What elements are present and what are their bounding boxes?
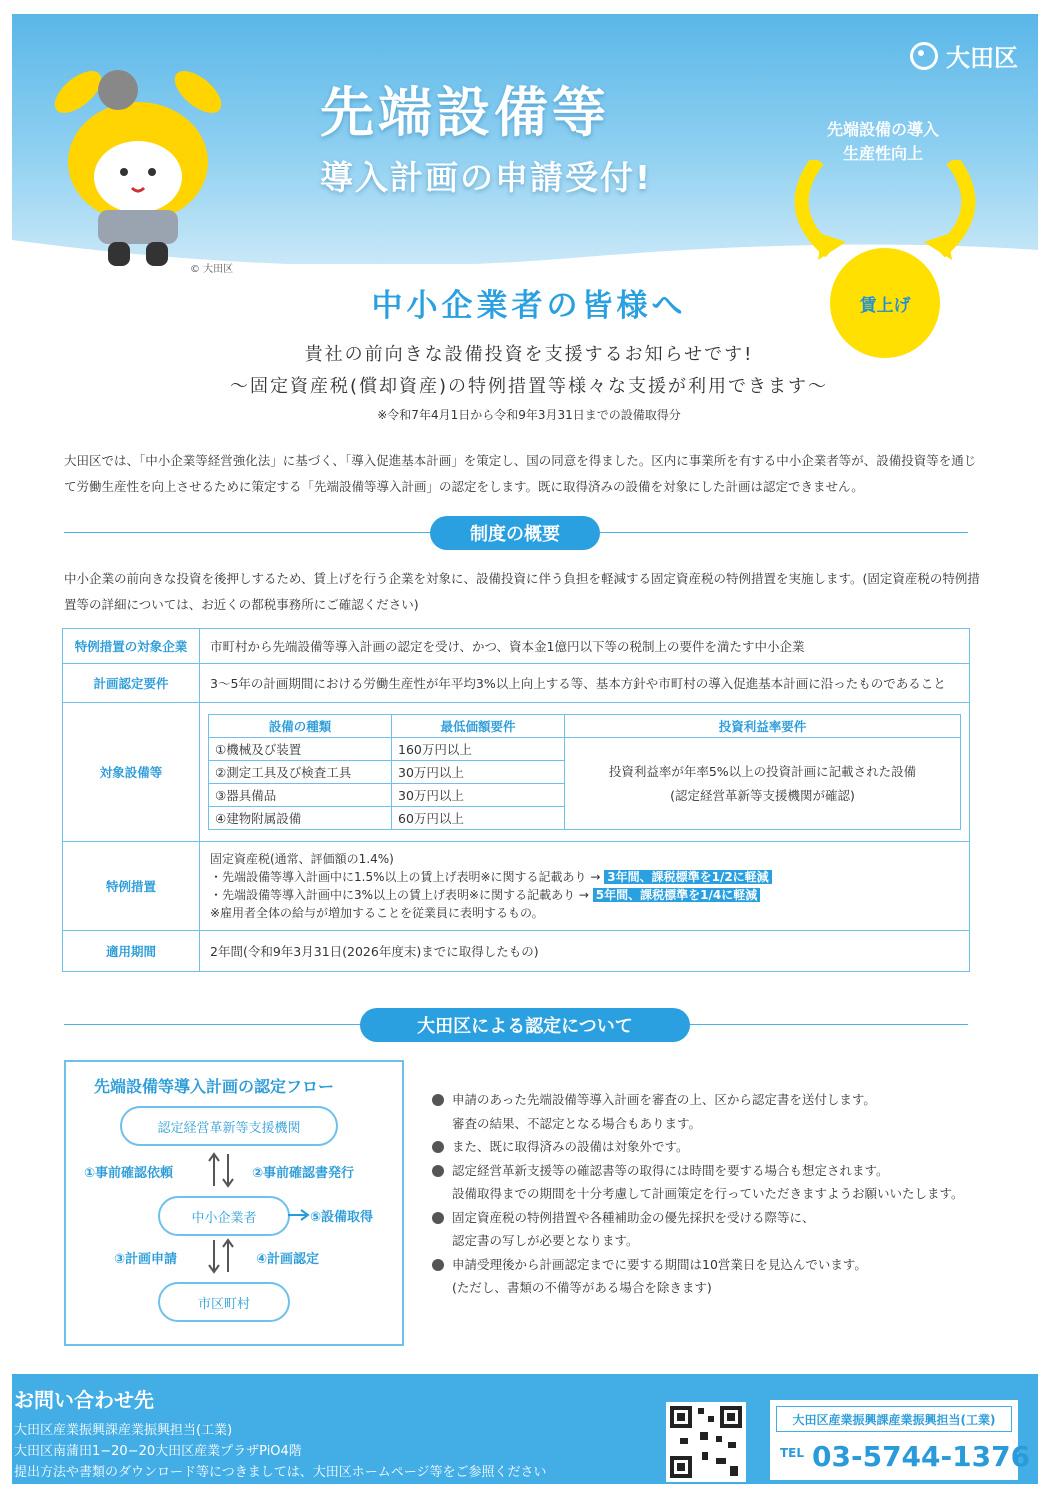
table-row bbox=[63, 703, 969, 842]
ota-emblem-icon bbox=[910, 42, 938, 70]
mascot-illustration bbox=[48, 52, 228, 272]
intro-note: ※令和7年4月1日から令和9年3月31日までの設備取得分 bbox=[377, 408, 681, 422]
footer-line: 大田区産業振興課産業振興担当(工業) bbox=[14, 1423, 233, 1438]
row-header: 対象設備等 bbox=[63, 703, 200, 841]
table-row bbox=[209, 715, 961, 738]
table-cell: ②測定工具及び検査工具 bbox=[209, 761, 392, 784]
measure-text: ・先端設備等導入計画中に1.5%以上の賃上げ表明※に関する記載あり → bbox=[210, 870, 601, 884]
row-content: 市町村から先端設備等導入計画の認定を受け、かつ、資本金1億円以下等の税制上の要件を満たす中小企業 bbox=[210, 639, 805, 654]
column-header: 設備の種類 bbox=[209, 715, 392, 738]
footer-line: 大田区南蒲田1−20−20大田区産業プラザPiO4階 bbox=[14, 1444, 302, 1459]
flow-node-support-agency bbox=[120, 1106, 338, 1146]
cycle-line-1: 先端設備の導入 bbox=[826, 120, 939, 139]
table-cell: ③器具備品 bbox=[209, 784, 392, 807]
note-line: 固定資産税の特例措置や各種補助金の優先採択を受ける際等に、 bbox=[452, 1209, 815, 1225]
measure-line: 固定資産税(通常、評価額の1.4%) bbox=[210, 852, 394, 866]
table-row bbox=[63, 931, 969, 971]
note-line: 認定経営革新支援等の確認書等の取得には時間を要する場合も想定されます。 bbox=[452, 1162, 889, 1178]
table-row bbox=[63, 629, 969, 664]
ota-city-logo bbox=[910, 38, 1018, 73]
table-cell: 160万円以上 bbox=[392, 738, 565, 761]
bullet-icon bbox=[432, 1094, 444, 1106]
table-cell: 30万円以上 bbox=[392, 784, 565, 807]
logo-text: 大田区 bbox=[946, 44, 1018, 72]
table-row bbox=[63, 664, 969, 703]
section-title-overview bbox=[430, 516, 600, 550]
table-cell: ④建物附属設備 bbox=[209, 807, 392, 830]
tel-box-title: 大田区産業振興課産業振興担当(工業) bbox=[776, 1406, 1012, 1432]
list-item bbox=[432, 1253, 992, 1300]
footer-title: お問い合わせ先 bbox=[14, 1388, 154, 1412]
bullet-icon bbox=[432, 1141, 444, 1153]
footer-line[interactable]: 提出方法や書類のダウンロード等につきましては、大田区ホームページ等をご参照ください bbox=[14, 1465, 547, 1480]
table-row bbox=[209, 738, 961, 761]
measure-note: ※雇用者全体の給与が増加することを従業員に表明するもの。 bbox=[210, 906, 544, 920]
section-title-text: 大田区による認定について bbox=[417, 1016, 633, 1037]
note-line: 申請のあった先端設備等導入計画を審査の上、区から認定書を送付します。 bbox=[452, 1092, 876, 1107]
main-title: 先端設備等 bbox=[320, 81, 610, 144]
row-header: 適用期間 bbox=[63, 931, 200, 971]
table-cell: 60万円以上 bbox=[392, 807, 565, 830]
table-cell: 30万円以上 bbox=[392, 761, 565, 784]
qr-code-icon[interactable] bbox=[666, 1402, 746, 1482]
overview-body: 中小企業の前向きな投資を後押しするため、賃上げを行う企業を対象に、設備投資に伴う負担を軽減する固定資産税の特例措置を実施します。(固定資産税の特例措置等の詳細については、お近くの都税事務所にご確認ください) bbox=[64, 571, 980, 612]
flow-step-1: ①事前確認依頼 bbox=[84, 1166, 174, 1181]
overview-table bbox=[62, 628, 970, 972]
table-row bbox=[63, 842, 969, 931]
intro-subheading-2: 〜固定資産税(償却資産)の特例措置等様々な支援が利用できます〜 bbox=[229, 376, 829, 397]
copyright-text: © 大田区 bbox=[190, 264, 234, 275]
certification-notes bbox=[432, 1088, 992, 1300]
roi-line-2: (認定経営革新等支援機関が確認) bbox=[670, 787, 855, 803]
row-content bbox=[200, 842, 969, 930]
up-down-arrows-icon bbox=[206, 1238, 236, 1274]
up-down-arrows-icon bbox=[206, 1152, 236, 1188]
row-content: 2年間(令和9年3月31日(2026年度末)までに取得したもの) bbox=[210, 944, 539, 959]
right-arrow-icon bbox=[288, 1208, 310, 1222]
column-header: 最低価額要件 bbox=[392, 715, 565, 738]
list-item bbox=[432, 1088, 992, 1135]
measure-line bbox=[210, 868, 959, 886]
list-item bbox=[432, 1159, 992, 1206]
note-line: 審査の結果、不認定となる場合もあります。 bbox=[452, 1115, 702, 1131]
list-item bbox=[432, 1206, 992, 1253]
roi-cell bbox=[565, 738, 961, 830]
list-item bbox=[432, 1135, 992, 1159]
wage-label: 賃上げ bbox=[859, 295, 911, 316]
cycle-text bbox=[798, 118, 968, 166]
footer-address bbox=[14, 1420, 546, 1483]
roi-line-1: 投資利益率が年率5%以上の投資計画に記載された設備 bbox=[608, 763, 917, 779]
measure-text: ・先端設備等導入計画中に3%以上の賃上げ表明※に関する記載あり → bbox=[210, 888, 589, 902]
measure-line bbox=[210, 886, 959, 904]
row-header: 特例措置 bbox=[63, 842, 200, 930]
tel-number[interactable]: 03-5744-1376 bbox=[812, 1440, 1031, 1473]
equipment-table bbox=[208, 714, 961, 830]
row-header: 特例措置の対象企業 bbox=[63, 629, 200, 663]
row-content: 3〜5年の計画期間における労働生産性が年平均3%以上向上する等、基本方針や市町村の導入促進基本計画に沿ったものであること bbox=[210, 676, 946, 691]
note-line: 設備取得までの期間を十分考慮して計画策定を行っていただきますようお願いいたします。 bbox=[452, 1186, 964, 1201]
column-header: 投資利益率要件 bbox=[565, 715, 961, 738]
section-title-text: 制度の概要 bbox=[470, 524, 560, 545]
bullet-icon bbox=[432, 1165, 444, 1177]
tel-label: TEL bbox=[780, 1446, 805, 1460]
note-line: また、既に取得済みの設備は対象外です。 bbox=[452, 1139, 689, 1154]
section-title-certification bbox=[360, 1008, 690, 1042]
intro-heading: 中小企業者の皆様へ bbox=[371, 288, 687, 324]
cycle-line-2: 生産性向上 bbox=[842, 144, 923, 163]
main-subtitle: 導入計画の申請受付! bbox=[320, 158, 653, 197]
flow-step-4: ④計画認定 bbox=[256, 1252, 320, 1267]
measure-highlight: 5年間、課税標準を1/4に軽減 bbox=[593, 888, 760, 902]
flow-step-5: ⑤設備取得 bbox=[310, 1210, 374, 1225]
bullet-icon bbox=[432, 1212, 444, 1224]
intro-body: 大田区では、「中小企業等経営強化法」に基づく、「導入促進基本計画」を策定し、国の同意を得ました。区内に事業所を有する中小企業者等が、設備投資等を通じて労働生産性を向上させるために策定する「先端設備等導入計画」の認定をします。既に取得済みの設備を対象にした計画は認定できません。 bbox=[64, 453, 977, 494]
bullet-icon bbox=[432, 1259, 444, 1271]
flow-node-municipality bbox=[158, 1282, 290, 1322]
flow-node-sme bbox=[158, 1196, 290, 1236]
node-label: 中小企業者 bbox=[191, 1210, 257, 1226]
node-label: 市区町村 bbox=[197, 1296, 250, 1312]
measure-highlight: 3年間、課税標準を1/2に軽減 bbox=[604, 870, 771, 884]
flow-step-2: ②事前確認書発行 bbox=[252, 1166, 355, 1181]
note-line: 認定書の写しが必要となります。 bbox=[452, 1233, 639, 1248]
table-cell: ①機械及び装置 bbox=[209, 738, 392, 761]
flow-step-3: ③計画申請 bbox=[114, 1252, 178, 1267]
row-content bbox=[200, 703, 969, 841]
flow-title: 先端設備等導入計画の認定フロー bbox=[94, 1077, 335, 1096]
node-label: 認定経営革新等支援機関 bbox=[157, 1120, 301, 1136]
intro-subheading-1: 貴社の前向きな設備投資を支援するお知らせです! bbox=[304, 344, 754, 365]
row-header: 計画認定要件 bbox=[63, 664, 200, 702]
note-line: (ただし、書類の不備等がある場合を除きます) bbox=[452, 1280, 712, 1295]
note-line: 申請受理後から計画認定までに要する期間は10営業日を見込んでいます。 bbox=[452, 1256, 867, 1272]
